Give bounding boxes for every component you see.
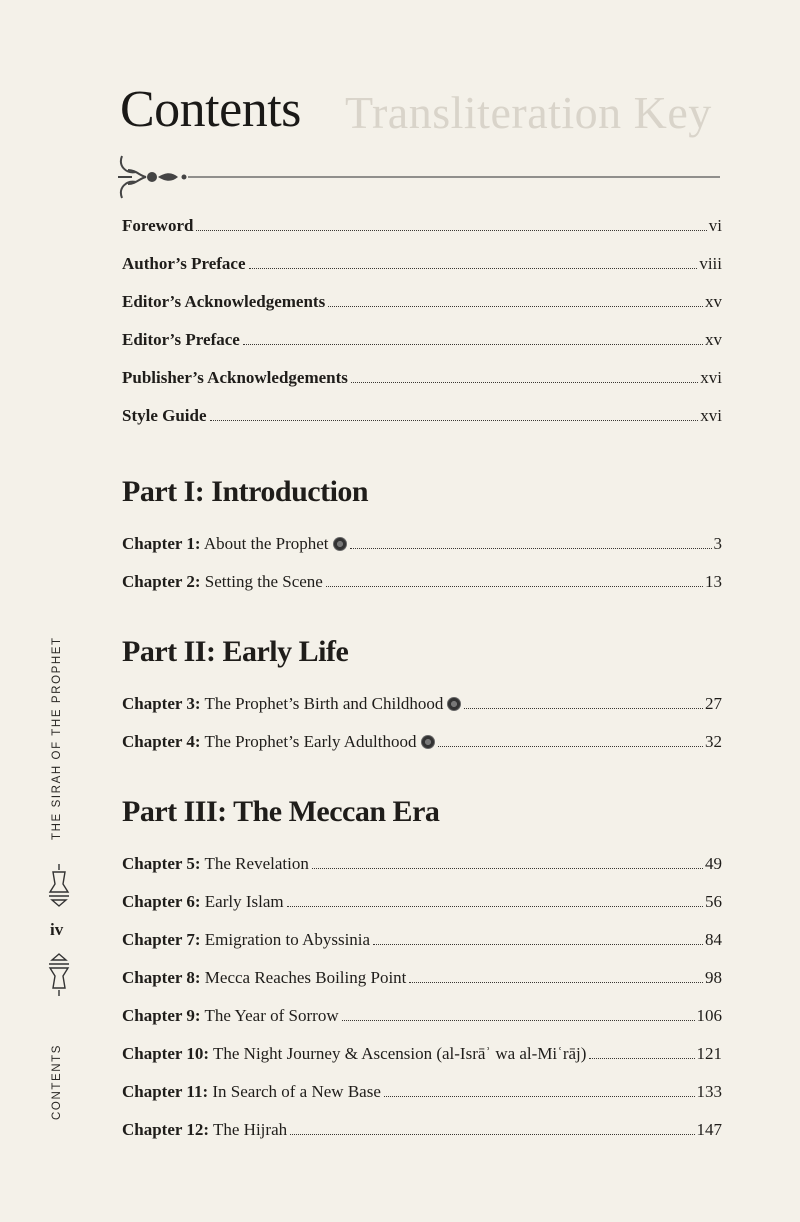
toc-page-number: viii: [699, 254, 722, 273]
chapter-title: In Search of a New Base: [212, 1082, 381, 1101]
chapter-number: Chapter 6:: [122, 892, 201, 911]
toc-entry: [122, 368, 722, 406]
dot-leader: [312, 867, 703, 869]
toc-entry-title: Foreword: [122, 216, 194, 235]
toc-entry-label: [122, 930, 370, 950]
toc-page-number: 3: [713, 534, 722, 553]
ornament-divider-icon: [114, 152, 724, 202]
front-matter-list: [122, 216, 722, 444]
chapter-title: The Revelation: [204, 854, 309, 873]
toc-entry-label: [122, 1120, 287, 1140]
toc-entry-label: [122, 732, 435, 752]
toc-entry-label: [122, 968, 406, 988]
toc-entry-label: [122, 292, 325, 312]
chapter-number: Chapter 11:: [122, 1082, 209, 1101]
toc-page-number: vi: [708, 216, 722, 235]
toc-page-number: xvi: [700, 368, 722, 387]
chapter-title: Early Islam: [204, 892, 284, 911]
toc-entry-title: Style Guide: [122, 406, 207, 425]
dot-leader: [196, 229, 706, 231]
honorific-icon: [447, 697, 461, 711]
toc-entry: [122, 892, 722, 930]
chapter-title: The Prophet’s Birth and Childhood: [204, 694, 444, 713]
toc-entry-label: [122, 854, 309, 874]
dot-leader: [249, 267, 698, 269]
toc-page-number: 121: [696, 1044, 722, 1063]
chapter-number: Chapter 5:: [122, 854, 201, 873]
chapter-title: Emigration to Abyssinia: [204, 930, 371, 949]
dot-leader: [350, 547, 712, 549]
toc-page-number: 147: [696, 1120, 722, 1139]
chapter-number: Chapter 4:: [122, 732, 201, 751]
honorific-icon: [333, 537, 347, 551]
toc-entry-title: Editor’s Preface: [122, 330, 240, 349]
part-heading: Part I: Introduction: [122, 475, 369, 508]
chapter-title: About the Prophet: [203, 534, 329, 553]
chapter-number: Chapter 3:: [122, 694, 201, 713]
dot-leader: [287, 905, 703, 907]
toc-entry: [122, 330, 722, 368]
toc-page-number: 133: [696, 1082, 722, 1101]
dot-leader: [589, 1057, 694, 1059]
dot-leader: [351, 381, 698, 383]
chapter-number: Chapter 1:: [122, 534, 201, 553]
toc-entry: [122, 254, 722, 292]
chapter-title: The Prophet’s Early Adulthood: [204, 732, 417, 751]
toc-entry-title: Publisher’s Acknowledgements: [122, 368, 348, 387]
dot-leader: [438, 745, 703, 747]
toc-page-number: 106: [696, 1006, 722, 1025]
toc-page-number: xv: [705, 330, 722, 349]
running-section-title: CONTENTS: [51, 1043, 63, 1120]
toc-entry: [122, 854, 722, 892]
chapter-number: Chapter 10:: [122, 1044, 210, 1063]
toc-entry: [122, 534, 722, 572]
toc-entry: [122, 406, 722, 444]
running-book-title: THE SĪRAH OF THE PROPHET: [51, 636, 63, 840]
toc-entry: [122, 732, 722, 770]
chapter-title: Mecca Reaches Boiling Point: [204, 968, 407, 987]
toc-entry-title: Editor’s Acknowledgements: [122, 292, 326, 311]
lantern-ornament-icon: [46, 952, 72, 998]
chapter-title: Setting the Scene: [204, 572, 323, 591]
toc-entry: [122, 1082, 722, 1120]
chapter-number: Chapter 2:: [122, 572, 201, 591]
part-heading: Part III: The Meccan Era: [122, 795, 440, 828]
part-block: [122, 632, 722, 770]
toc-page-number: xv: [705, 292, 722, 311]
toc-entry-label: [122, 1082, 381, 1102]
toc-entry: [122, 930, 722, 968]
toc-entry-label: [122, 330, 240, 350]
toc-entry: [122, 292, 722, 330]
dot-leader: [326, 585, 703, 587]
toc-entry-label: [122, 216, 193, 236]
toc-entry-label: [122, 1044, 586, 1064]
part-block: [122, 792, 722, 1158]
page-title: Contents: [120, 81, 301, 138]
toc-entry-label: [122, 406, 207, 426]
toc-page-number: 98: [705, 968, 722, 987]
parts-list: [122, 472, 722, 1180]
toc-entry-label: [122, 254, 246, 274]
toc-entry: [122, 216, 722, 254]
toc-entry-label: [122, 694, 461, 714]
part-block: [122, 472, 722, 610]
chapter-number: Chapter 12:: [122, 1120, 210, 1139]
honorific-icon: [421, 735, 435, 749]
toc-entry-label: [122, 368, 348, 388]
toc-entry-title: Author’s Preface: [122, 254, 246, 273]
toc-page-number: 13: [705, 572, 722, 591]
toc-entry: [122, 1120, 722, 1158]
dot-leader: [373, 943, 703, 945]
dot-leader: [243, 343, 703, 345]
dot-leader: [290, 1133, 694, 1135]
chapter-title: The Year of Sorrow: [204, 1006, 339, 1025]
toc-entry: [122, 572, 722, 610]
page-number: iv: [50, 920, 64, 939]
dot-leader: [342, 1019, 695, 1021]
toc-entry: [122, 968, 722, 1006]
toc-page-number: 32: [705, 732, 722, 751]
spine-margin: [42, 636, 76, 1120]
toc-entry: [122, 1044, 722, 1082]
part-heading: Part II: Early Life: [122, 635, 349, 668]
toc-entry: [122, 694, 722, 732]
dot-leader: [210, 419, 699, 421]
toc-entry-label: [122, 892, 284, 912]
dot-leader: [464, 707, 703, 709]
toc-entry: [122, 1006, 722, 1044]
toc-entry-label: [122, 1006, 339, 1026]
chapter-number: Chapter 8:: [122, 968, 201, 987]
toc-entry-label: [122, 572, 323, 592]
toc-page-number: 84: [705, 930, 722, 949]
toc-page-number: 49: [705, 854, 722, 873]
ghost-heading: Transliteration Key: [345, 87, 712, 138]
chapter-number: Chapter 9:: [122, 1006, 201, 1025]
toc-page-number: 27: [705, 694, 722, 713]
chapter-number: Chapter 7:: [122, 930, 201, 949]
chapter-title: The Hijrah: [213, 1120, 288, 1139]
toc-page-number: 56: [705, 892, 722, 911]
toc-page-number: xvi: [700, 406, 722, 425]
dot-leader: [384, 1095, 695, 1097]
dot-leader: [409, 981, 703, 983]
dot-leader: [328, 305, 703, 307]
chapter-title: The Night Journey & Ascension (al-Isrāʾ wa al-Miʿrāj): [213, 1044, 587, 1063]
lantern-ornament-icon: [46, 862, 72, 908]
toc-entry-label: [122, 534, 347, 554]
